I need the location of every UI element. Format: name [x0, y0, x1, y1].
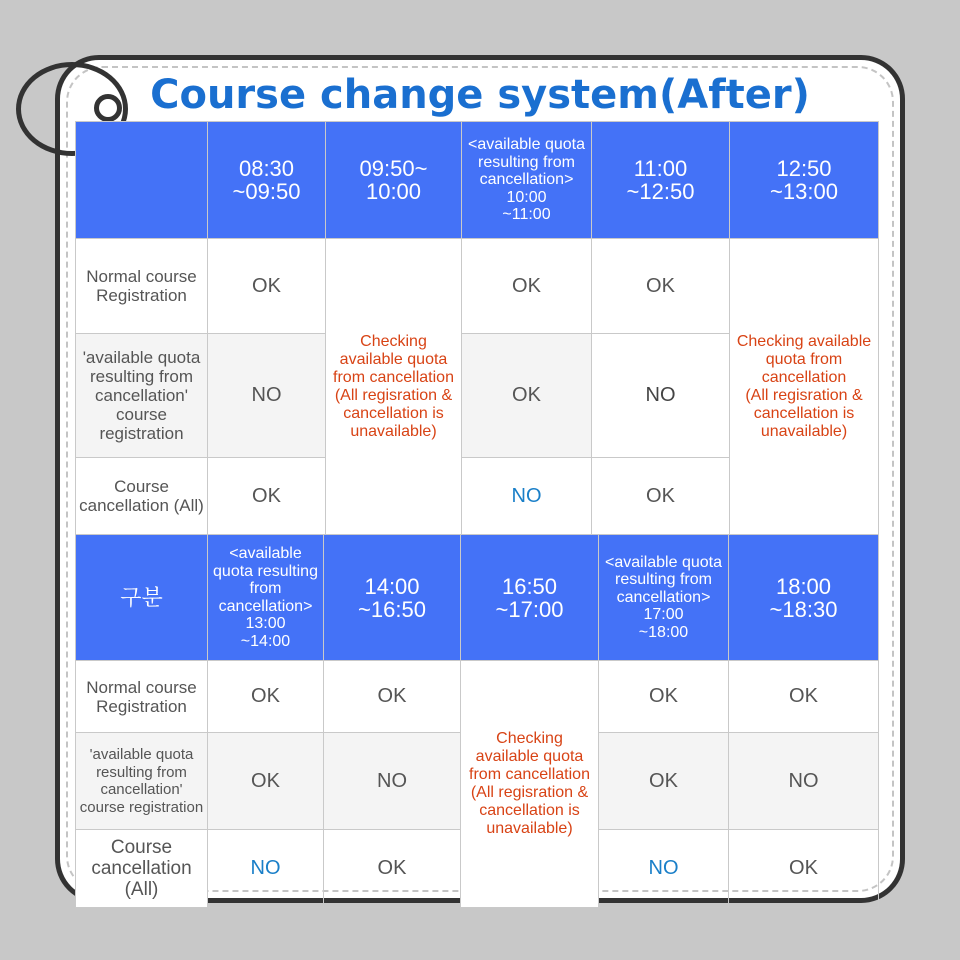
status-cell: OK	[208, 661, 324, 733]
header-row	[76, 535, 879, 661]
row-label: Normal course Registration	[76, 661, 208, 733]
header-cell-corner	[76, 122, 208, 239]
page-title: Course change system(After)	[150, 72, 810, 118]
table-row	[76, 239, 879, 334]
status-cell: OK	[208, 458, 326, 535]
status-cell: NO	[592, 334, 730, 458]
header-cell-1250: 12:50 ~13:00	[730, 122, 879, 239]
schedule-table-afternoon	[75, 534, 879, 908]
header-cell-0830: 08:30 ~09:50	[208, 122, 326, 239]
status-cell: NO	[462, 458, 592, 535]
header-cell-1700: <available quota resulting from cancellation> 17:00 ~18:00	[599, 535, 729, 661]
status-cell: OK	[208, 733, 324, 830]
status-cell: OK	[599, 661, 729, 733]
status-cell: OK	[462, 239, 592, 334]
status-cell: NO	[324, 733, 461, 830]
status-cell-merged: Checking available quota from cancellation (All regisration & cancellation is unavailable)	[730, 239, 879, 535]
status-cell: NO	[208, 334, 326, 458]
header-cell-1400: 14:00 ~16:50	[324, 535, 461, 661]
table-row	[76, 661, 879, 733]
status-cell: OK	[462, 334, 592, 458]
header-cell-category: 구분	[76, 535, 208, 661]
status-cell: NO	[208, 830, 324, 908]
header-cell-0950: 09:50~ 10:00	[326, 122, 462, 239]
row-label: 'available quota resulting from cancellation' course registration	[76, 733, 208, 830]
header-cell-1100: 11:00 ~12:50	[592, 122, 730, 239]
status-cell: NO	[599, 830, 729, 908]
status-cell: NO	[729, 733, 879, 830]
status-cell: OK	[324, 661, 461, 733]
status-cell: OK	[729, 661, 879, 733]
status-cell: OK	[599, 733, 729, 830]
status-cell: OK	[729, 830, 879, 908]
status-cell-merged: Checking available quota from cancellation (All regisration & cancellation is unavailable)	[461, 661, 599, 908]
status-cell-merged: Checking available quota from cancellation (All regisration & cancellation is unavailable)	[326, 239, 462, 535]
status-cell: OK	[592, 458, 730, 535]
header-cell-1800: 18:00 ~18:30	[729, 535, 879, 661]
schedule-table-morning	[75, 121, 879, 535]
header-cell-1000: <available quota resulting from cancellation> 10:00 ~11:00	[462, 122, 592, 239]
header-cell-1650: 16:50 ~17:00	[461, 535, 599, 661]
header-cell-1300: <available quota resulting from cancellation> 13:00 ~14:00	[208, 535, 324, 661]
status-cell: OK	[208, 239, 326, 334]
header-row	[76, 122, 879, 239]
row-label: Course cancellation (All)	[76, 830, 208, 908]
row-label: Course cancellation (All)	[76, 458, 208, 535]
status-cell: OK	[324, 830, 461, 908]
status-cell: OK	[592, 239, 730, 334]
row-label: 'available quota resulting from cancellation' course registration	[76, 334, 208, 458]
row-label: Normal course Registration	[76, 239, 208, 334]
